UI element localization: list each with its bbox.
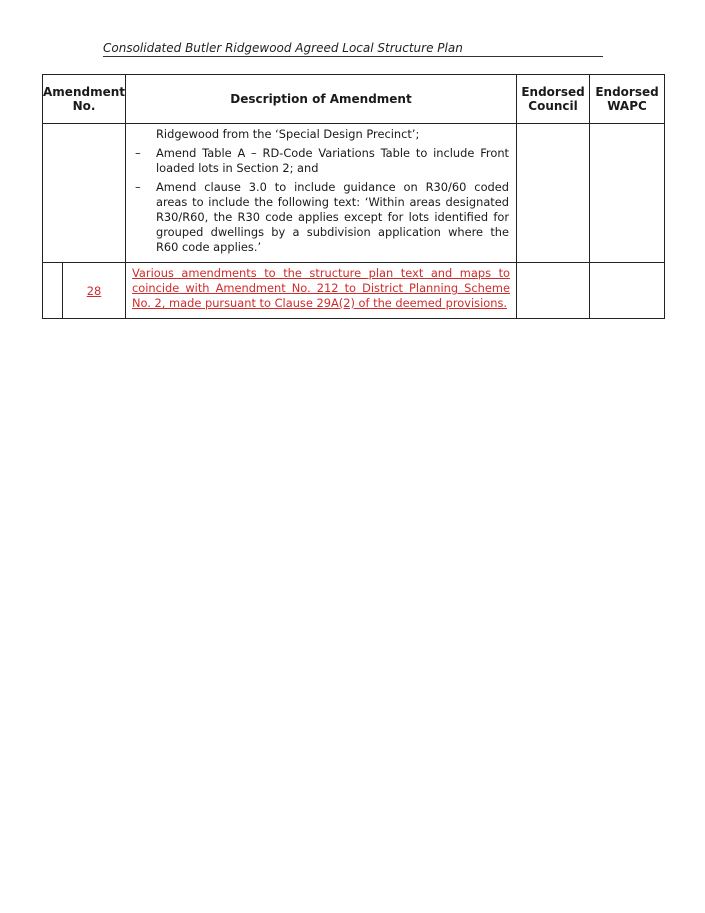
endorsed-council-cell xyxy=(517,124,590,263)
amendment-number-cell xyxy=(63,263,126,319)
dash-bullet-icon: – xyxy=(135,180,141,194)
endorsed-council-cell xyxy=(517,263,590,319)
amendment-number-link[interactable]: 28 xyxy=(86,283,102,298)
bullet-text: Amend Table A – RD-Code Variations Table to include Front loaded lots in Section 2; and xyxy=(156,146,510,175)
dash-bullet-icon: – xyxy=(135,146,141,160)
document-header: Consolidated Butler Ridgewood Agreed Local Structure Plan xyxy=(103,41,603,57)
list-item xyxy=(133,180,509,255)
table-row xyxy=(43,124,665,263)
header-endorsed-council: Endorsed Council xyxy=(517,75,590,124)
amendment-number-cell xyxy=(43,124,126,263)
header-endorsed-wapc: Endorsed WAPC xyxy=(590,75,665,124)
list-item xyxy=(133,146,509,176)
endorsed-wapc-cell xyxy=(590,263,665,319)
table-header-row xyxy=(43,75,665,124)
header-amendment-no: Amendment No. xyxy=(43,75,126,124)
endorsed-wapc-cell xyxy=(590,124,665,263)
description-cell xyxy=(126,124,517,263)
amendment-description-link[interactable]: Various amendments to the structure plan text and maps to coincide with Amendment No. 212 to District Planning Scheme No. 2, made pursuant to Clause 29A(2) of the deemed provisions. xyxy=(132,266,511,310)
continuation-text: Ridgewood from the ‘Special Design Precinct’; xyxy=(156,127,420,141)
description-cell xyxy=(126,263,517,319)
amendment-table xyxy=(42,74,665,319)
header-description: Description of Amendment xyxy=(126,75,517,124)
row-marker-cell xyxy=(43,263,63,319)
bullet-text: Amend clause 3.0 to include guidance on R30/60 coded areas to include the following text: ‘Within areas designated R30/R60, the R30 code applies except for lots identified for grouped dwellings by a subdivision application where the R60 code applies.’ xyxy=(156,180,510,254)
table-row xyxy=(43,263,665,319)
